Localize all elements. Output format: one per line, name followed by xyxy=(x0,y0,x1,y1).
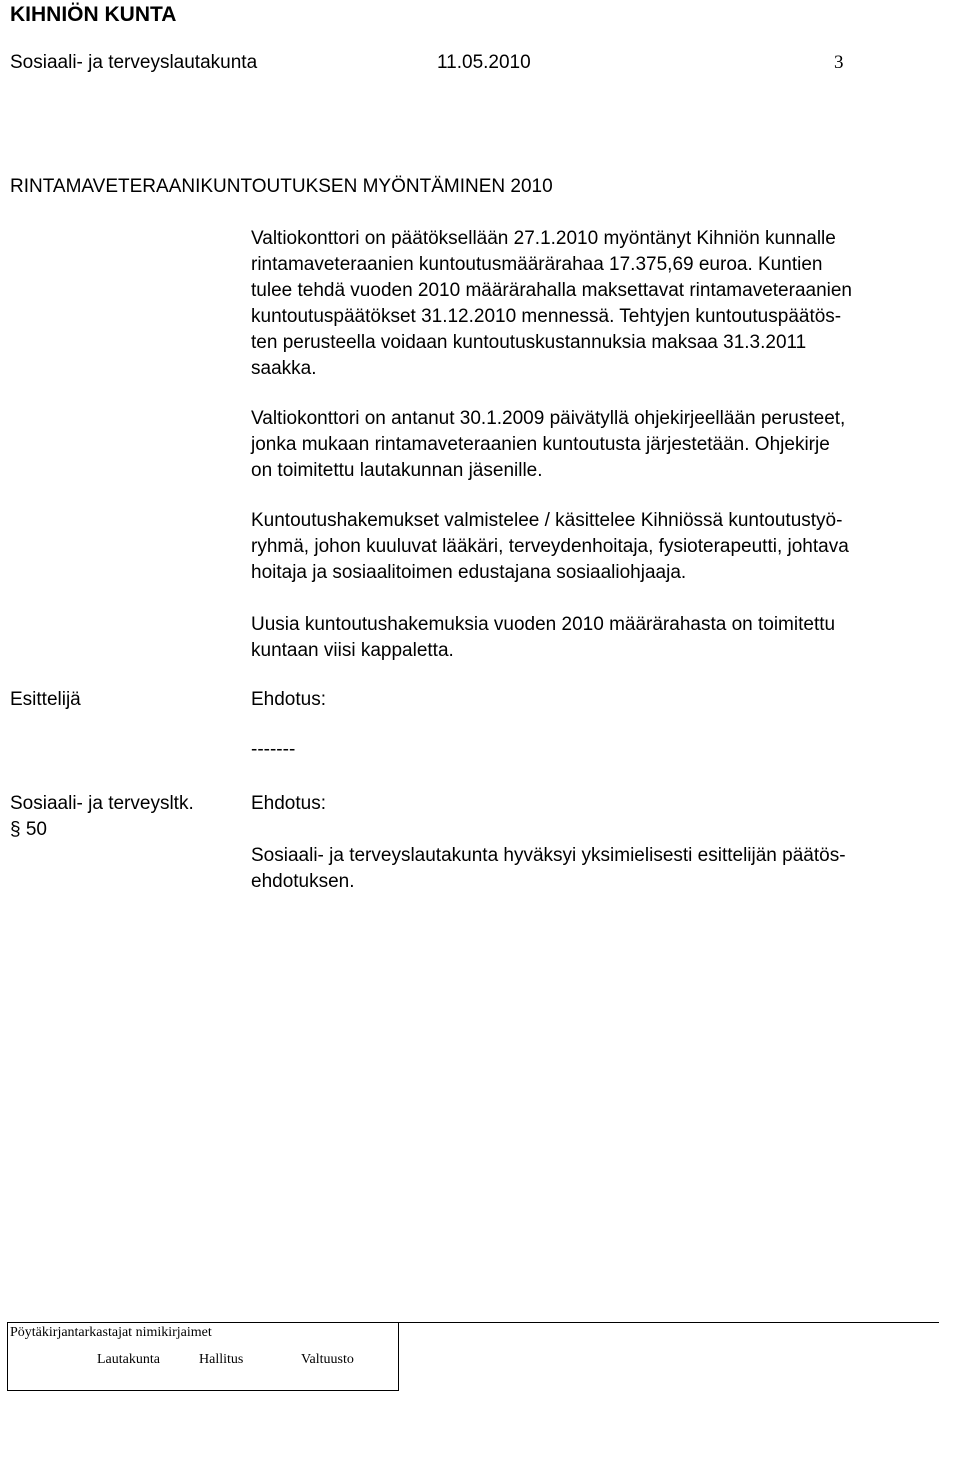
paragraph-allocation xyxy=(251,226,956,382)
paragraph-applications xyxy=(251,612,956,664)
text-line: Kuntoutushakemukset valmistelee / käsittelee Kihniössä kuntoutustyö- xyxy=(251,510,843,531)
text-line: on toimitettu lautakunnan jäsenille. xyxy=(251,460,543,481)
presenter-proposal-text: ------- xyxy=(251,739,296,760)
page-number: 3 xyxy=(834,52,844,73)
footer-right-border xyxy=(398,1322,399,1390)
decision-text xyxy=(251,843,956,895)
text-line: tulee tehdä vuoden 2010 määrärahalla maksettavat rintamaveteraanien xyxy=(251,280,852,301)
footer-body-lautakunta: Lautakunta xyxy=(97,1352,160,1367)
section-number xyxy=(10,819,47,841)
paragraph-working-group xyxy=(251,508,956,586)
footer-top-rule xyxy=(7,1322,939,1323)
text-line: ehdotuksen. xyxy=(251,871,355,892)
text-line: kuntoutuspäätökset 31.12.2010 mennessä. Tehtyjen kuntoutuspäätös- xyxy=(251,306,842,327)
text-line: jonka mukaan rintamaveteraanien kuntoutusta järjestetään. Ohjekirje xyxy=(251,434,830,455)
text-line: saakka. xyxy=(251,358,317,379)
footer-body-valtuusto: Valtuusto xyxy=(301,1352,354,1367)
text-line: hoitaja ja sosiaalitoimen edustajana sosiaaliohjaaja. xyxy=(251,562,687,583)
text-line: Valtiokonttori on antanut 30.1.2009 päivätyllä ohjekirjeellään perusteet, xyxy=(251,408,846,429)
text-line: Uusia kuntoutushakemuksia vuoden 2010 määrärahasta on toimitettu xyxy=(251,614,836,635)
footer-body-hallitus: Hallitus xyxy=(199,1352,244,1367)
section-title: RINTAMAVETERAANIKUNTOUTUKSEN MYÖNTÄMINEN 2010 xyxy=(10,176,553,197)
committee-label: Sosiaali- ja terveysltk. xyxy=(10,793,194,814)
text-line: ten perusteella voidaan kuntoutuskustannuksia maksaa 31.3.2011 xyxy=(251,332,807,353)
section-number-value: 50 xyxy=(25,819,47,840)
text-line: Valtiokonttori on päätöksellään 27.1.2010 myöntänyt Kihniön kunnalle xyxy=(251,228,836,249)
presenter-proposal-label: Ehdotus: xyxy=(251,689,326,710)
text-line: ryhmä, johon kuuluvat lääkäri, terveydenhoitaja, fysioterapeutti, johtava xyxy=(251,536,849,557)
committee-proposal-label: Ehdotus: xyxy=(251,793,326,814)
text-line: Sosiaali- ja terveyslautakunta hyväksyi yksimielisesti esittelijän päätös- xyxy=(251,845,846,866)
text-line: rintamaveteraanien kuntoutusmäärärahaa 17.375,69 euroa. Kuntien xyxy=(251,254,823,275)
meeting-date: 11.05.2010 xyxy=(437,52,531,73)
committee-name: Sosiaali- ja terveyslautakunta xyxy=(10,52,258,73)
paragraph-guideline xyxy=(251,406,956,484)
footer-bottom-rule xyxy=(7,1390,399,1391)
footer-signatures-label: Pöytäkirjantarkastajat nimikirjaimet xyxy=(10,1325,212,1340)
text-line: kuntaan viisi kappaletta. xyxy=(251,640,454,661)
footer-left-border xyxy=(7,1322,8,1390)
municipality-name: KIHNIÖN KUNTA xyxy=(10,3,177,26)
presenter-label: Esittelijä xyxy=(10,689,81,710)
section-symbol: § xyxy=(10,819,21,840)
